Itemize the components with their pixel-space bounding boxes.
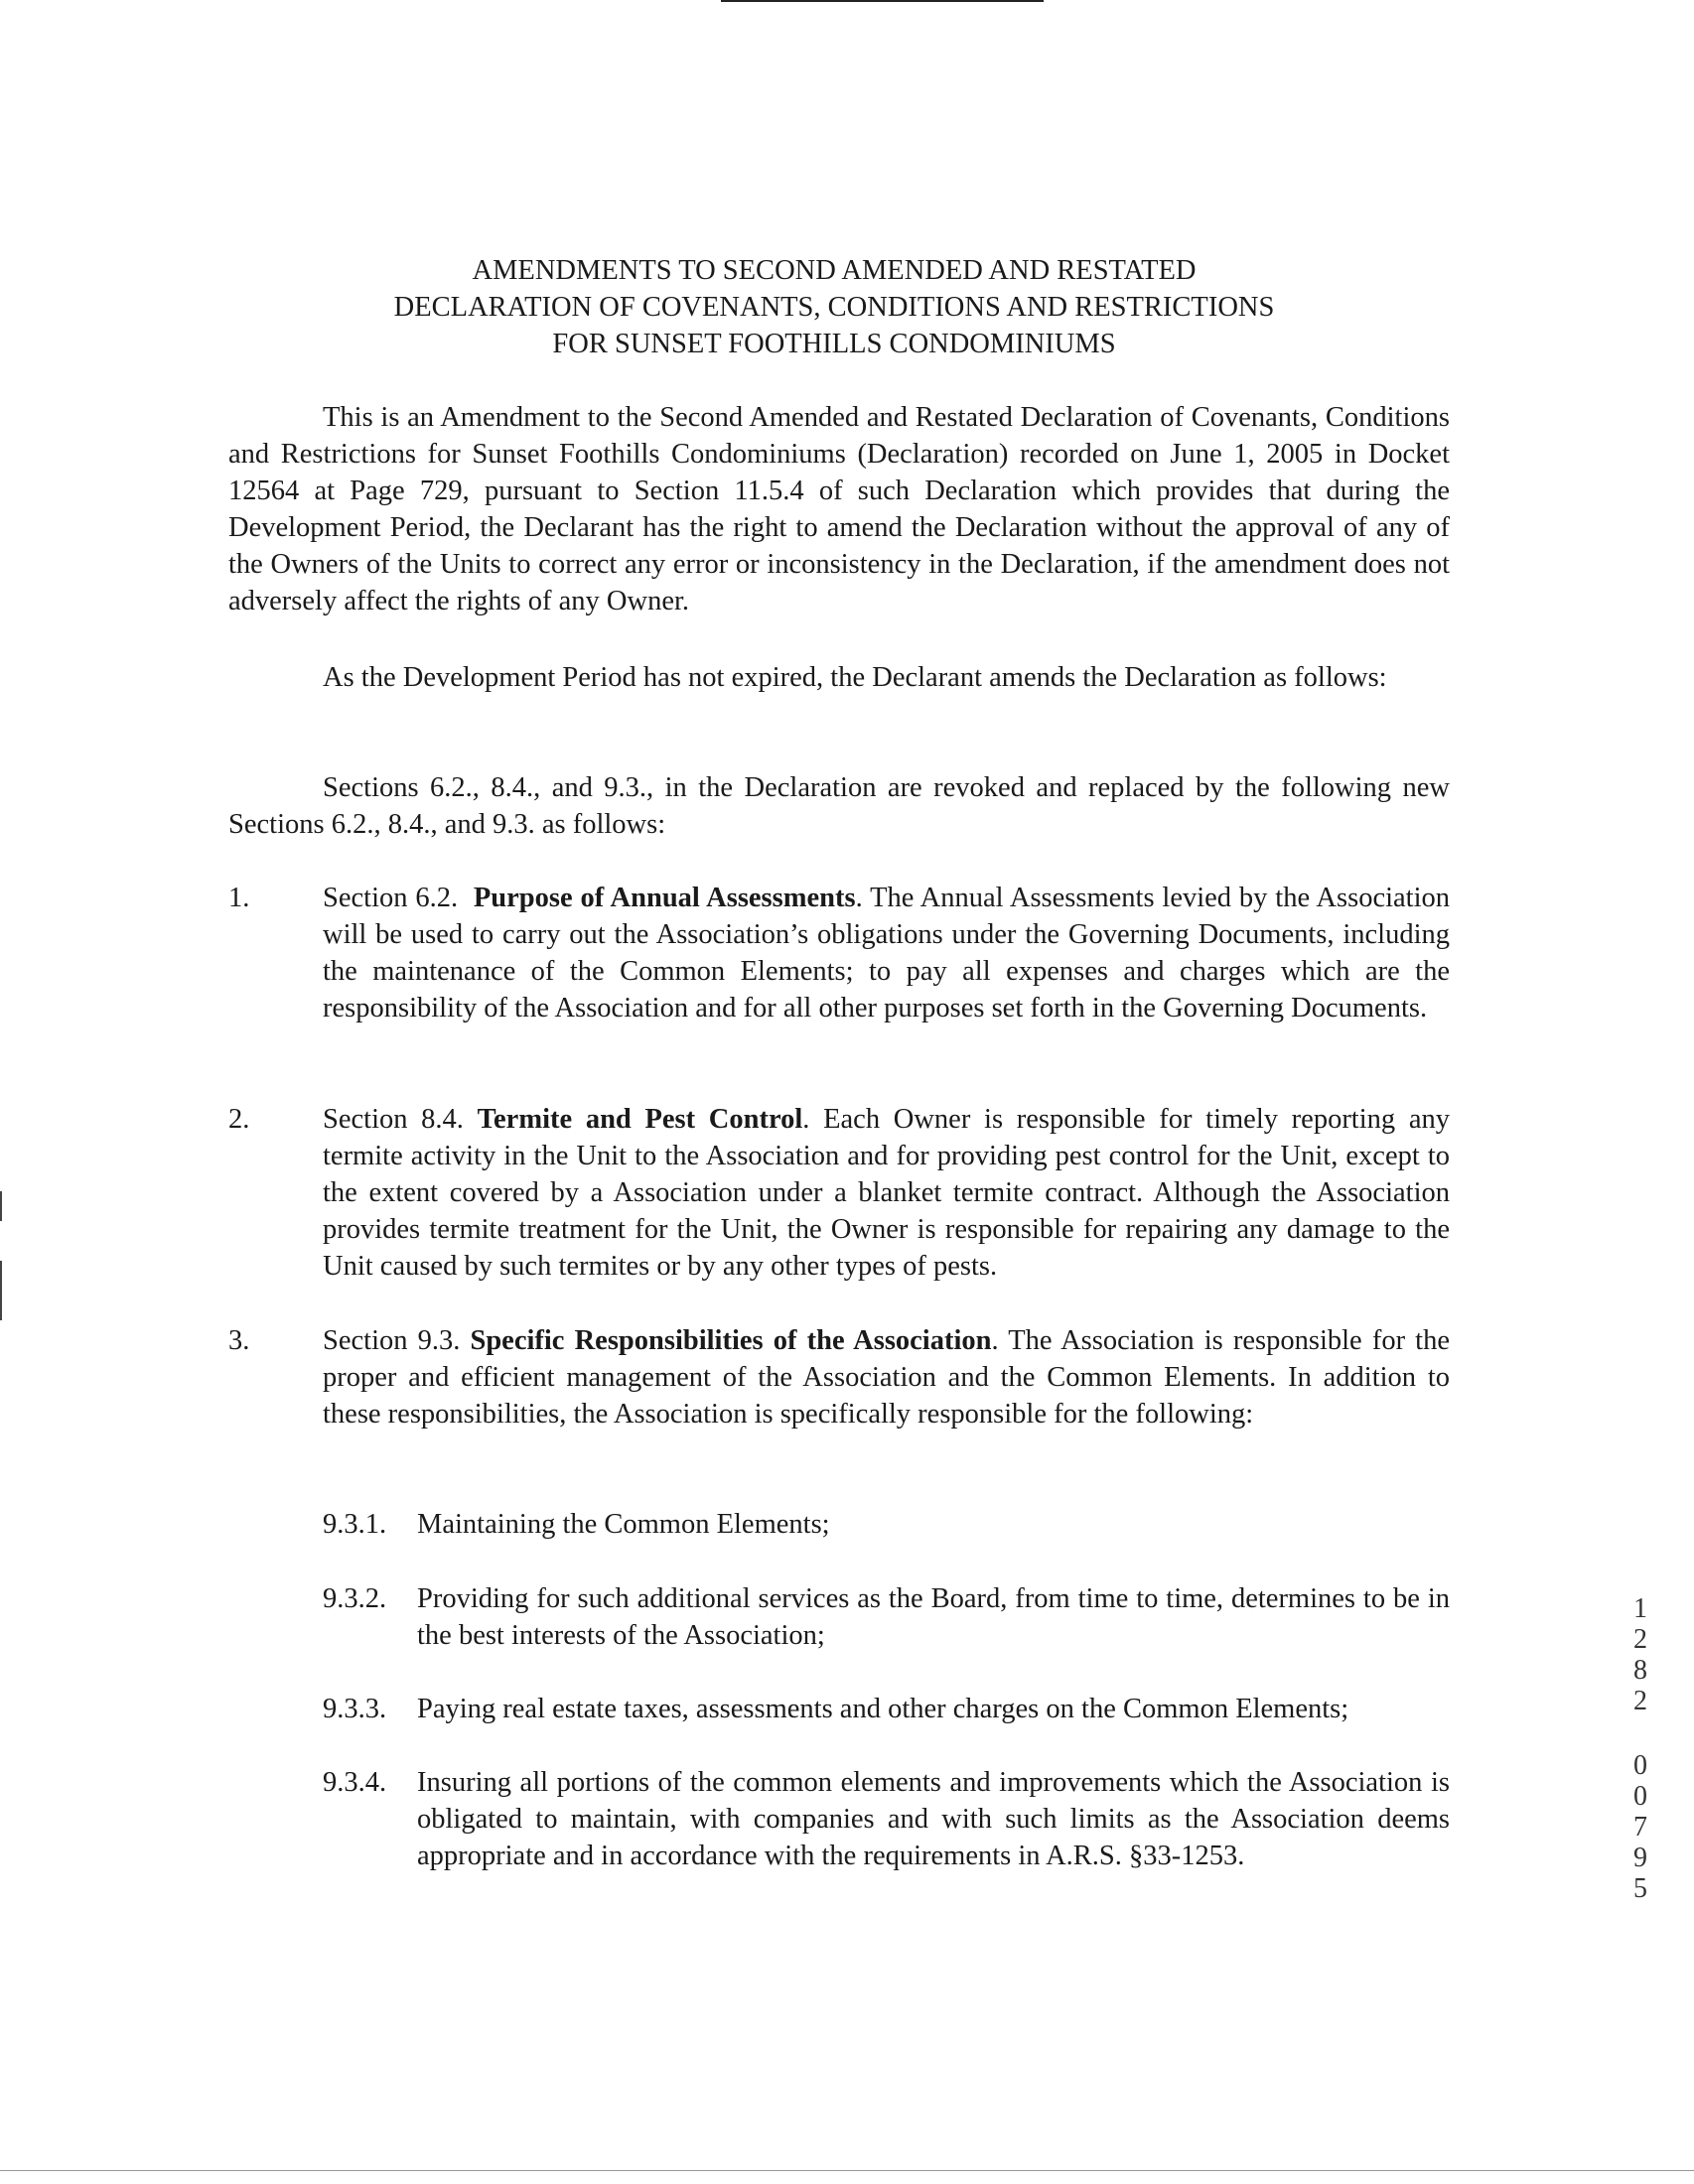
list-item-section-9-3: 3. Section 9.3. Specific Responsibilities of the Association. The Association is responsible for the proper and efficient management of the Association and the Common Elements. In addition to these responsibilities, the Association is specifically responsible for the following: [228, 1322, 1450, 1433]
section-heading: Purpose of Annual Assessments [473, 883, 856, 913]
list-item-number: 1. [228, 883, 250, 913]
list-item-number: 2. [228, 1104, 250, 1135]
scan-edge-mark [0, 1261, 2, 1320]
bottom-rule [0, 2170, 1694, 2171]
title-line-2: DECLARATION OF COVENANTS, CONDITIONS AND RESTRICTIONS [393, 292, 1275, 323]
intro-paragraph: This is an Amendment to the Second Amended and Restated Declaration of Covenants, Conditions and Restrictions for Sunset Foothills Condominiums (Declaration) recorded on June 1, 2005 in Docket 12564 at Page 729, pursuant to Section 11.5.4 of such Declaration which provides that during the Development Period, the Declarant has the right to amend the Declaration without the approval of any of the Owners of the Units to correct any error or inconsistency in the Declaration, if the amendment does not adversely affect the rights of any Owner. [228, 402, 1450, 616]
section-heading: Termite and Pest Control [477, 1104, 803, 1135]
list-item-number: 3. [228, 1325, 250, 1356]
title-line-1: AMENDMENTS TO SECOND AMENDED AND RESTATED [472, 255, 1197, 286]
scan-edge-mark [0, 1191, 2, 1221]
list-item-section-6-2: 1. Section 6.2. Purpose of Annual Assessments. The Annual Assessments levied by the Association will be used to carry out the Association’s obligations under the Governing Documents, including the maintenance of the Common Elements; to pay all expenses and charges which are the responsibility of the Association and for all other purposes set forth in the Governing Documents. [228, 880, 1450, 1026]
subitem-9-3-1: 9.3.1. Maintaining the Common Elements; [323, 1509, 830, 1540]
title-line-3: FOR SUNSET FOOTHILLS CONDOMINIUMS [552, 329, 1116, 359]
list-item-section-8-4: 2. Section 8.4. Termite and Pest Control. Each Owner is responsible for timely reporting any termite activity in the Unit to the Association and for providing pest control for the Unit, except to the extent covered by a Association under a blanket termite contract. Although the Association provides termite treatment for the Unit, the Owner is responsible for repairing any damage to the Unit caused by such termites or by any other types of pests. [228, 1101, 1450, 1285]
sections-intro-paragraph: Sections 6.2., 8.4., and 9.3., in the Declaration are revoked and replaced by the following new Sections 6.2., 8.4., and 9.3. as follows: [228, 772, 1450, 840]
subitem-9-3-4: 9.3.4. Insuring all portions of the common elements and improvements which the Association is obligated to maintain, with companies and with such limits as the Association deems appropriate and in accordance with the requirements in A.R.S. §33-1253. [323, 1767, 1450, 1871]
top-rule [721, 0, 1044, 2]
subitem-9-3-3: 9.3.3. Paying real estate taxes, assessments and other charges on the Common Elements; [323, 1694, 1349, 1724]
recording-number-stamp: 1 2 8 2 0 0 7 9 5 [1633, 1593, 1647, 1904]
section-heading: Specific Responsibilities of the Association [470, 1325, 992, 1356]
document-title [228, 252, 1440, 362]
development-paragraph: As the Development Period has not expired, the Declarant amends the Declaration as follows: [323, 662, 1387, 693]
subitem-9-3-2: 9.3.2. Providing for such additional services as the Board, from time to time, determines to be in the best interests of the Association; [323, 1583, 1450, 1651]
